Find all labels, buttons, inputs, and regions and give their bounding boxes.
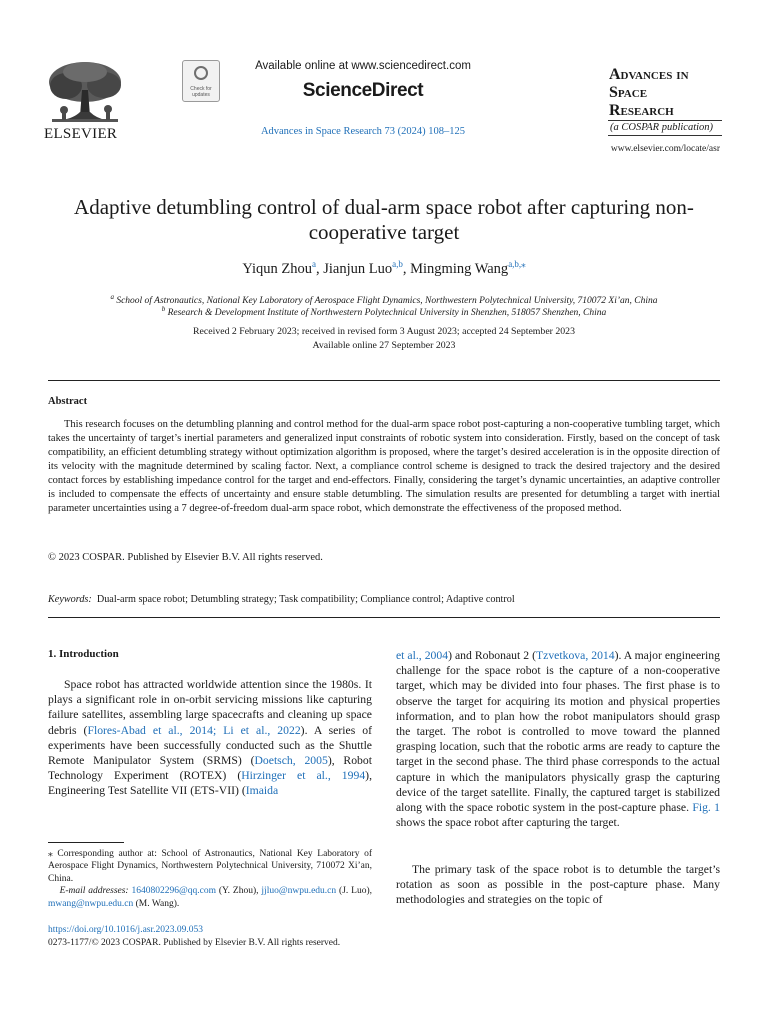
available-online-date: Available online 27 September 2023 [312, 340, 456, 351]
email-link[interactable]: jjluo@nwpu.edu.cn [261, 886, 337, 897]
article-title: Adaptive detumbling control of dual-arm space robot after capturing non-cooperative target [74, 195, 694, 244]
email-owner: (Y. Zhou), [215, 886, 262, 897]
citation-link[interactable]: Doetsch, 2005 [254, 754, 328, 768]
keywords [48, 594, 720, 605]
journal-url[interactable]: www.elsevier.com/locate/asr [610, 144, 720, 154]
email-label: E-mail addresses: [59, 886, 129, 897]
intro-paragraph-2: The primary task of the space robot is to detumble the target’s rotation as soon as possible in the post-capture phase. Many methodologies and strategies on the topic of [396, 863, 720, 907]
journal-title-line-2: Space [609, 84, 648, 101]
affiliation-b-mark: b [161, 305, 166, 313]
text-run: ), Robot Technology Experiment (ROTEX) ( [48, 754, 372, 783]
abstract-text: This research focuses on the detumbling planning and control method for the dual-arm space robot post-capturing a non-cooperative tumbling target, which takes the uncertainty of target’s inertial parameters and generalized input constraints of robotic system into consideration. Firstly, based on the concept of task compatibility, an efficient detumbling strategy without optimization algorithm is proposed, where the target’s desired acceleration is in the opposite direction of its velocity with the magnitude determined by scaling factor. Next, a compliance control scheme is designed to track the desired trajectory and the desired contact forces by establishing impedance control for the target and end-effectors. Finally, considering the target’s dynamic uncertainties, an adaptive controller is included to compensate the effects of uncertainty and ensure stable detumbling. The simulation results are presented for detumbling a target with inertial parameter uncertainties using a 7 degree-of-freedom dual-arm space robot, which demonstrate the effectiveness of the proposed method. [48, 419, 720, 514]
author-separator: , [402, 261, 411, 277]
refresh-icon [194, 66, 208, 80]
author-separator: , [316, 261, 324, 277]
author-affiliation-mark[interactable]: a [312, 259, 316, 269]
journal-title-line-1: Advances in [609, 66, 689, 83]
check-updates-label: Check for updates [190, 86, 212, 98]
author-name[interactable]: Jianjun Luo [323, 261, 393, 277]
affiliation-b [40, 305, 728, 318]
citation-link[interactable]: Tzvetkova, 2014 [536, 649, 615, 662]
email-owner: (M. Wang). [133, 898, 180, 909]
text-run: ) and Robonaut 2 ( [448, 649, 536, 662]
available-online-text: Available online at www.sciencedirect.com [255, 60, 471, 72]
copyright-notice: © 2023 COSPAR. Published by Elsevier B.V. All rights reserved. [48, 552, 323, 563]
cospar-publication-note: (a COSPAR publication) [608, 120, 722, 136]
figure-link[interactable]: Fig. 1 [692, 801, 720, 815]
affiliation-b-text: Research & Development Institute of Northwestern Polytechnical University in Shenzhen, 518057 Shenzhen, China [167, 308, 607, 318]
text-run: ), Engineering Test Satellite VII (ETS-VII) ( [48, 769, 372, 798]
text-run: shows the space robot after capturing the target. [396, 816, 620, 830]
author-affiliation-mark[interactable]: a,b,⁎ [508, 259, 526, 269]
author-affiliation-mark[interactable]: a,b [392, 259, 403, 269]
email-link[interactable]: 1640802296@qq.com [131, 886, 216, 897]
email-owner: (J. Luo), [336, 886, 372, 897]
keywords-text: Dual-arm space robot; Detumbling strategy; Task compatibility; Compliance control; Adaptive control [96, 594, 515, 605]
divider [48, 617, 720, 618]
abstract-heading: Abstract [48, 396, 88, 407]
keywords-label: Keywords: [48, 594, 92, 605]
footnote-divider [48, 842, 124, 843]
citation-link[interactable]: Imaida [245, 784, 279, 798]
elsevier-tree-logo [44, 60, 126, 126]
citation-link[interactable]: Hirzinger et al., 1994 [241, 769, 366, 783]
affiliation-a-mark: a [110, 293, 114, 301]
journal-title [609, 66, 723, 120]
doi-link[interactable]: https://doi.org/10.1016/j.asr.2023.09.053 [48, 925, 203, 935]
corresponding-author-text: ⁎ Corresponding author at: School of Astronautics, National Key Laboratory of Aerospace Flight Dynamics, Northwestern Polytechnical University, 710072 Xi’an, China. [48, 849, 372, 884]
article-history: Received 2 February 2023; received in revised form 3 August 2023; accepted 24 September 2023 [193, 326, 575, 337]
section-heading: 1. Introduction [48, 648, 119, 660]
text-run: ). A major engineering challenge for the space robot is the capture of a non-cooperative target, which may be divided into four phases. The first phase is to observe the target for acquiring its motion and physical properties information, and to plan how the robot manipulators should grasp the target. The robot is controlled to move toward the planned grasping location, such that the robotic arms are ready to capture the target in the second phase. The third phase corresponds to the actual capture in which the manipulators physically grasp the capturing device of the target satellite. Finally, the captured target is stabilized along with the space robotic system in the post-capture phase. [396, 649, 720, 815]
sciencedirect-logo: ScienceDirect [302, 80, 424, 101]
email-link[interactable]: mwang@nwpu.edu.cn [48, 898, 134, 909]
text-run: Space robot has attracted worldwide attention since the 1980s. It plays a significant role in on-orbit servicing missions like capturing failure satellites, assembling large spacecrafts and cleaning up space debris ( [48, 678, 372, 737]
check-for-updates-badge[interactable] [182, 60, 220, 102]
divider [48, 380, 720, 381]
citation-link[interactable]: Flores-Abad et al., 2014; Li et al., 2022 [87, 723, 301, 737]
email-addresses [48, 885, 372, 910]
issn-copyright: 0273-1177/© 2023 COSPAR. Published by Elsevier B.V. All rights reserved. [48, 938, 341, 948]
text-run: ). A series of experiments have been successfully conducted such as the Shuttle Remote Manipulator System (SRMS) ( [48, 723, 372, 768]
intro-paragraph-1 [48, 677, 372, 799]
author-name[interactable]: Mingming Wang [410, 261, 509, 277]
journal-title-line-3: Research [609, 102, 674, 119]
author-name[interactable]: Yiqun Zhou [242, 261, 312, 277]
intro-paragraph-1-continued [396, 648, 720, 830]
author-list [40, 259, 728, 278]
corresponding-author-footnote [48, 848, 372, 910]
citation-link[interactable]: et al., 2004 [396, 649, 449, 662]
journal-reference-link[interactable]: Advances in Space Research 73 (2024) 108–125 [260, 126, 466, 137]
publisher-name: ELSEVIER [44, 126, 118, 142]
affiliation-a-text: School of Astronautics, National Key Laboratory of Aerospace Flight Dynamics, Northwestern Polytechnical University, 710072 Xi’an, China [116, 296, 658, 306]
